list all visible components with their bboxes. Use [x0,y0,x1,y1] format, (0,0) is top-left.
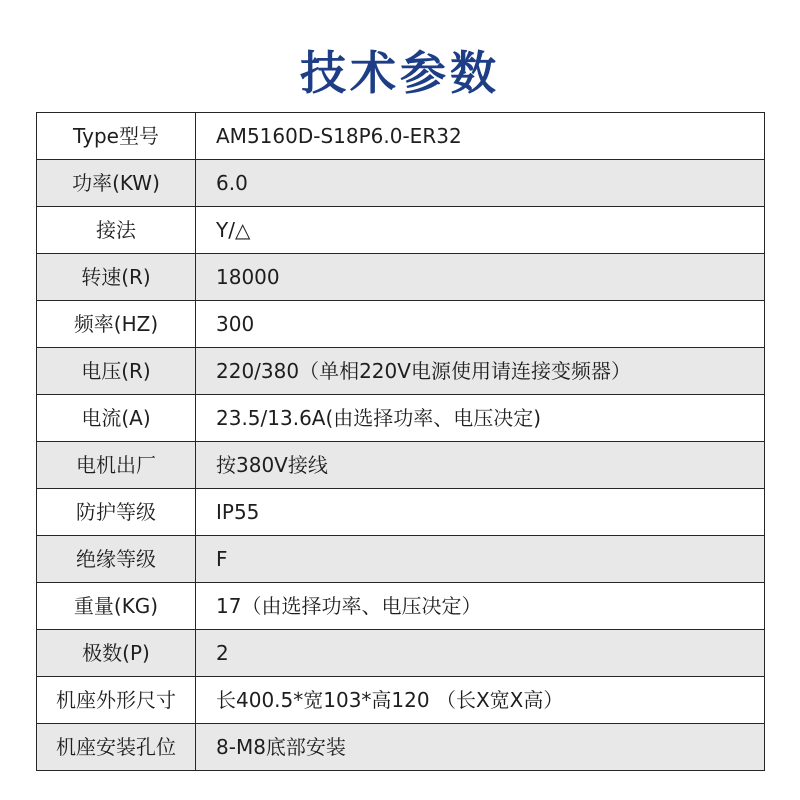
table-row-frequency [37,301,765,348]
row-label: 接法 [37,207,196,254]
row-label: 电机出厂 [37,442,196,489]
table-row-weight [37,583,765,630]
row-label: 防护等级 [37,489,196,536]
table-row-insulation [37,536,765,583]
row-label: 极数(P) [37,630,196,677]
row-value: 2 [196,630,765,677]
row-value: 长400.5*宽103*高120 （长X宽X高） [196,677,765,724]
table-row-power [37,160,765,207]
table-row-connection [37,207,765,254]
row-value: 按380V接线 [196,442,765,489]
row-value: 8-M8底部安装 [196,724,765,771]
row-label: 功率(KW) [37,160,196,207]
page-title: 技术参数 [300,46,500,100]
table-row-voltage [37,348,765,395]
table-row-type [37,113,765,160]
row-value: 17（由选择功率、电压决定） [196,583,765,630]
row-value: Y/△ [196,207,765,254]
table-row-poles [37,630,765,677]
row-label: 电压(R) [37,348,196,395]
row-value: F [196,536,765,583]
row-value: 18000 [196,254,765,301]
row-label: Type型号 [37,113,196,160]
table-row-factory-wiring [37,442,765,489]
table-row-speed [37,254,765,301]
row-label: 转速(R) [37,254,196,301]
row-label: 电流(A) [37,395,196,442]
row-label: 重量(KG) [37,583,196,630]
row-label: 频率(HZ) [37,301,196,348]
row-value: 6.0 [196,160,765,207]
row-value: 23.5/13.6A(由选择功率、电压决定) [196,395,765,442]
table-row-current [37,395,765,442]
row-value: AM5160D-S18P6.0-ER32 [196,113,765,160]
row-label: 绝缘等级 [37,536,196,583]
row-label: 机座外形尺寸 [37,677,196,724]
row-value: IP55 [196,489,765,536]
row-value: 220/380（单相220V电源使用请连接变频器） [196,348,765,395]
table-row-protection [37,489,765,536]
table-row-mounting-holes [37,724,765,771]
row-label: 机座安装孔位 [37,724,196,771]
table-row-dimensions [37,677,765,724]
spec-table [36,112,765,771]
row-value: 300 [196,301,765,348]
